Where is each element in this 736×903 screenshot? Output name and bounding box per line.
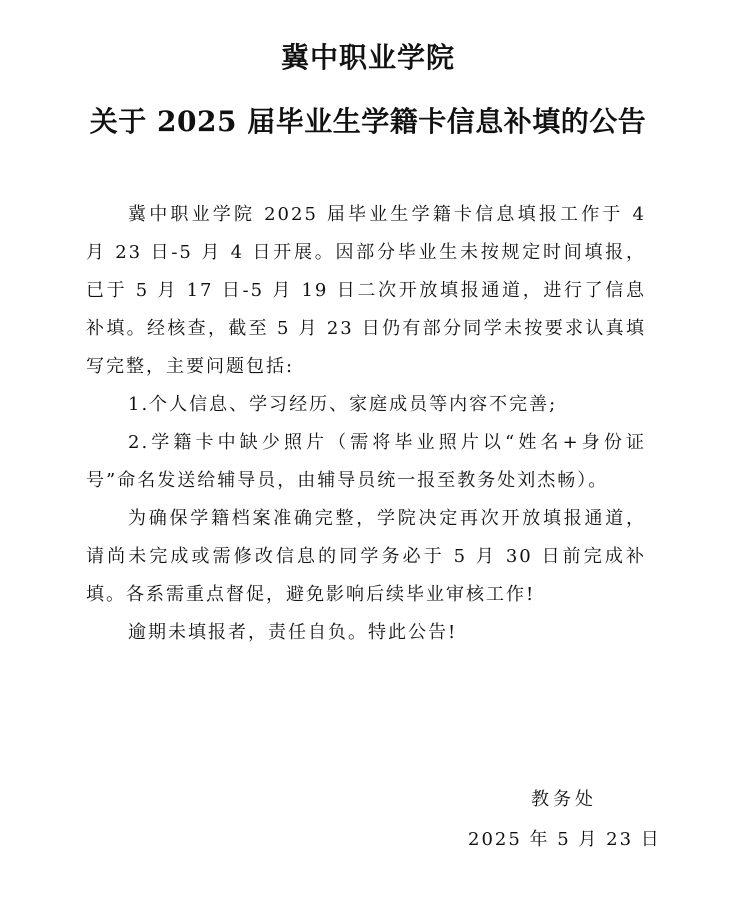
signature-department: 教务处 xyxy=(531,789,597,810)
paragraph-issue-2: 2.学籍卡中缺少照片（需将毕业照片以“姓名+身份证号”命名发送给辅导员，由辅导员统一报至教务处刘杰畅）。 xyxy=(86,432,646,491)
announcement-title: 关于 2025 届毕业生学籍卡信息补填的公告 xyxy=(89,105,647,138)
paragraph-intro: 冀中职业学院 2025 届毕业生学籍卡信息填报工作于 4 月 23 日-5 月 4 日开展。因部分毕业生未按规定时间填报，已于 5 月 17 日-5 月 19 日二次开放填报通道，进行了信息补填。经核查，截至 5 月 23 日仍有部分同学未按要求认真填写完整，主要问题包括: xyxy=(86,204,646,377)
paragraph-deadline: 为确保学籍档案准确完整，学院决定再次开放填报通道，请尚未完成或需修改信息的同学务必于 5 月 30 日前完成补填。各系需重点督促，避免影响后续毕业审核工作! xyxy=(86,508,646,605)
organization-name: 冀中职业学院 xyxy=(280,41,455,74)
paragraph-issue-1: 1.个人信息、学习经历、家庭成员等内容不完善; xyxy=(128,394,558,415)
signature-date: 2025 年 5 月 23 日 xyxy=(468,829,661,850)
announcement-body xyxy=(86,196,646,652)
paragraph-closing: 逾期未填报者，责任自负。特此公告! xyxy=(128,622,458,643)
